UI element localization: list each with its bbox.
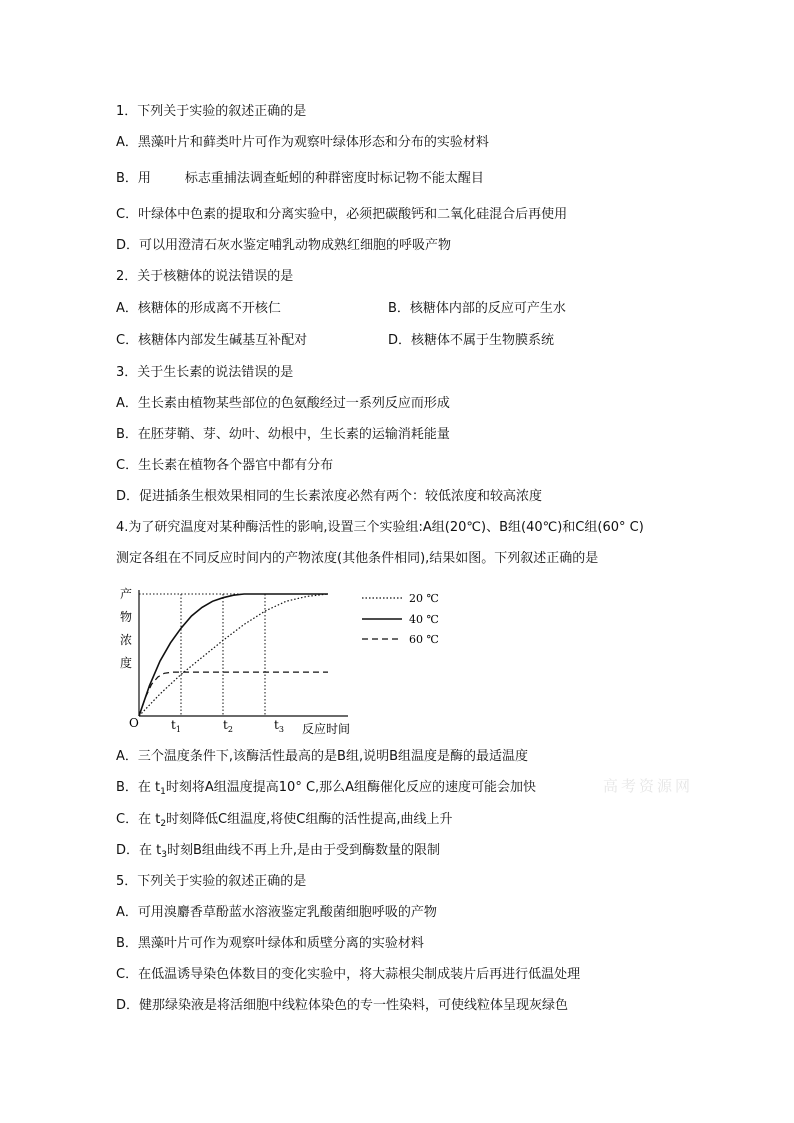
series-20c-curve [139, 594, 328, 716]
chart-y-label [120, 586, 132, 670]
q5-option-d: D．健那绿染液是将活细胞中线粒体染色的专一性染料，可使线粒体呈现灰绿色 [116, 998, 569, 1013]
q4-option-d: D．在 $t_3$时刻B组曲线不再上升,是由于受到酶数量的限制 [116, 843, 441, 860]
origin-label: O [129, 716, 139, 730]
q4-option-a: A．三个温度条件下,该酶活性最高的是B组,说明B组温度是酶的最适温度 [116, 749, 528, 764]
x-tick-t1: $t_1$ [171, 718, 181, 734]
q4-option-c: C．在 $t_2$时刻降低C组温度,将使C组酶的活性提高,曲线上升 [116, 812, 453, 829]
legend-20c-label: 20 ℃ [409, 592, 439, 605]
x-tick-t3: $t_3$ [274, 718, 284, 734]
q4-stem-line1: 4.为了研究温度对某种酶活性的影响,设置三个实验组:A组(20℃)、B组(40℃)和C组(60° C) [116, 520, 644, 535]
q1-option-a: A．黑藻叶片和藓类叶片可作为观察叶绿体形态和分布的实验材料 [116, 135, 489, 150]
q4-stem-line2: 测定各组在不同反应时间内的产物浓度(其他条件相同),结果如图。下列叙述正确的是 [116, 551, 599, 566]
q3-option-d: D．促进插条生根效果相同的生长素浓度必然有两个：较低浓度和较高浓度 [116, 489, 543, 504]
series-60c-curve [139, 672, 328, 716]
q3-stem: 3．关于生长素的说法错误的是 [116, 365, 294, 380]
q1-option-c: C．叶绿体中色素的提取和分离实验中，必须把碳酸钙和二氧化硅混合后再使用 [116, 207, 568, 222]
q3-option-c: C．生长素在植物各个器官中都有分布 [116, 458, 334, 473]
chart-legend [362, 592, 439, 646]
q5-option-b: B．黑藻叶片可作为观察叶绿体和质壁分离的实验材料 [116, 936, 424, 951]
q1-option-b [116, 171, 484, 187]
legend-40c-label: 40 ℃ [409, 613, 439, 626]
watermark: 高考资源网 [603, 777, 694, 795]
y-label-char-1: 产 [119, 587, 133, 601]
q2-option-d: D．核糖体不属于生物膜系统 [388, 333, 555, 348]
q5-option-a: A．可用溴麝香草酚蓝水溶液鉴定乳酸菌细胞呼吸的产物 [116, 905, 437, 920]
product-concentration-chart [112, 582, 462, 740]
y-label-char-2: 物 [119, 610, 133, 624]
y-label-char-3: 浓 [119, 633, 133, 647]
q1-option-b-prefix: B．用 [116, 171, 151, 186]
q1-option-d: D．可以用澄清石灰水鉴定哺乳动物成熟红细胞的呼吸产物 [116, 238, 452, 253]
q2-option-b: B．核糖体内部的反应可产生水 [388, 301, 566, 316]
q1-stem: 1．下列关于实验的叙述正确的是 [116, 104, 307, 119]
q2-option-c: C．核糖体内部发生碱基互补配对 [116, 333, 308, 348]
legend-60c-label: 60 ℃ [409, 633, 439, 646]
series-40c-curve [139, 594, 328, 716]
q1-option-b-text: 标志重捕法调查蚯蚓的种群密度时标记物不能太醒目 [184, 171, 484, 186]
q3-option-b: B．在胚芽鞘、芽、幼叶、幼根中，生长素的运输消耗能量 [116, 427, 450, 442]
q5-option-c: C．在低温诱导染色体数目的变化实验中，将大蒜根尖制成装片后再进行低温处理 [116, 967, 581, 982]
x-tick-t2: $t_2$ [223, 718, 233, 734]
x-axis-label: 反应时间 [302, 722, 351, 736]
q2-option-a: A．核糖体的形成离不开核仁 [116, 301, 281, 316]
y-label-char-4: 度 [119, 656, 133, 670]
q3-option-a: A．生长素由植物某些部位的色氨酸经过一系列反应而形成 [116, 396, 450, 411]
q5-stem: 5．下列关于实验的叙述正确的是 [116, 874, 307, 889]
q4-option-b: B．在 $t_1$时刻将A组温度提高10° C,那么A组酶催化反应的速度可能会加快 [116, 780, 537, 797]
q2-stem: 2．关于核糖体的说法错误的是 [116, 269, 294, 284]
